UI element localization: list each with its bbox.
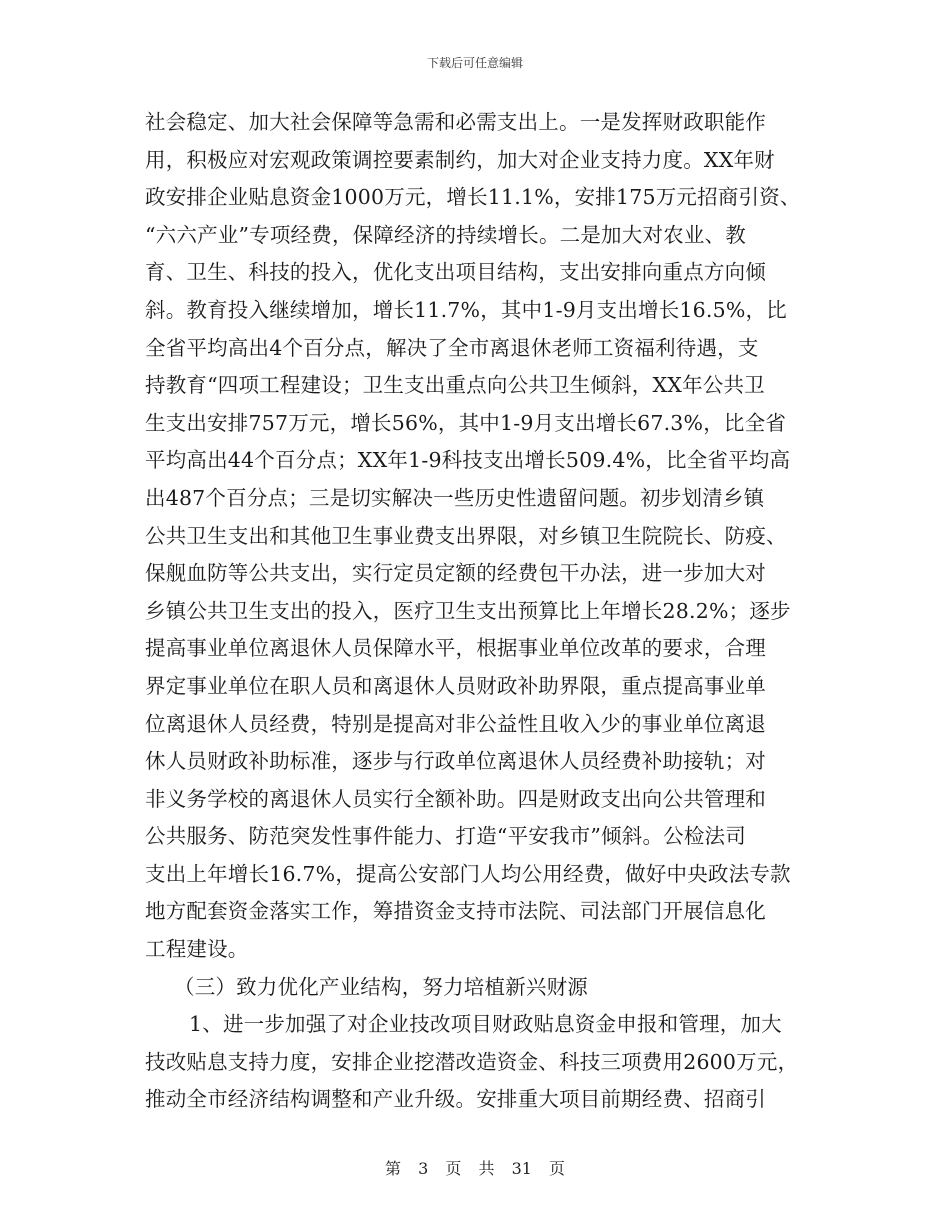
text-line: 政安排企业贴息资金1000万元，增长11.1%，安排175万元招商引资、 xyxy=(145,185,801,210)
text-line: 位离退休人员经费，特别是提高对非公益性且收入少的事业单位离退 xyxy=(145,711,766,736)
text-line: 支出上年增长16.7%，提高公安部门人均公用经费，做好中央政法专款 xyxy=(145,861,791,886)
text-line: 用，积极应对宏观政策调控要素制约，加大对企业支持力度。XX年财 xyxy=(145,147,775,172)
text-line: 育、卫生、科技的投入，优化支出项目结构，支出安排向重点方向倾 xyxy=(145,260,766,285)
text-line: 公共服务、防范突发性事件能力、打造“平安我市”倾斜。公检法司 xyxy=(145,824,746,849)
text-line: 斜。教育投入继续增加，增长11.7%，其中1-9月支出增长16.5%，比 xyxy=(145,297,787,322)
section-heading: （三）致力优化产业结构，努力培植新兴财源 xyxy=(174,974,588,999)
text-line: 提高事业单位离退休人员保障水平，根据事业单位改革的要求，合理 xyxy=(145,636,766,661)
text-line: 地方配套资金落实工作，筹措资金支持市法院、司法部门开展信息化 xyxy=(145,899,766,924)
text-line: 非义务学校的离退休人员实行全额补助。四是财政支出向公共管理和 xyxy=(145,786,766,811)
page-footer xyxy=(0,1156,950,1179)
text-line: 乡镇公共卫生支出的投入，医疗卫生支出预算比上年增长28.2%；逐步 xyxy=(145,598,791,623)
text-line: 保舰血防等公共支出，实行定员定额的经费包干办法，进一步加大对 xyxy=(145,561,766,586)
total-page-count: 31 xyxy=(511,1159,532,1178)
page-header: 下载后可任意编辑 xyxy=(426,56,523,70)
body-text xyxy=(145,104,810,1119)
text-line: 社会稳定、加大社会保障等急需和必需支出上。一是发挥财政职能作 xyxy=(145,110,766,134)
current-page-number: 3 xyxy=(418,1159,429,1178)
text-line: 出487个百分点；三是切实解决一些历史性遗留问题。初步划清乡镇 xyxy=(145,485,765,510)
text-line: 生支出安排757万元，增长56%，其中1-9月支出增长67.3%，比全省 xyxy=(145,410,787,435)
text-line: 全省平均高出4个百分点，解决了全市离退休老师工资福利待遇，支 xyxy=(145,335,759,360)
text-line: 工程建设。 xyxy=(145,937,249,962)
footer-suffix: 页 xyxy=(549,1159,566,1178)
text-line: 1、进一步加强了对企业技改项目财政贴息资金申报和管理，加大 xyxy=(189,1012,782,1037)
footer-page-word: 页 xyxy=(445,1159,462,1178)
text-line: 休人员财政补助标准，逐步与行政单位离退休人员经费补助接轨；对 xyxy=(145,749,766,774)
footer-total-word: 共 xyxy=(478,1159,495,1178)
text-line: 平均高出44个百分点；XX年1-9科技支出增长509.4%，比全省平均高 xyxy=(145,448,791,473)
text-line: 持教育“四项工程建设；卫生支出重点向公共卫生倾斜，XX年公共卫 xyxy=(145,373,765,398)
text-line: 推动全市经济结构调整和产业升级。安排重大项目前期经费、招商引 xyxy=(145,1087,766,1112)
text-line: 公共卫生支出和其他卫生事业费支出界限，对乡镇卫生院院长、防疫、 xyxy=(145,523,787,548)
text-line: “六六产业”专项经费，保障经济的持续增长。二是加大对农业、教 xyxy=(145,222,746,247)
text-line: 界定事业单位在职人员和离退休人员财政补助界限，重点提高事业单 xyxy=(145,673,766,698)
footer-prefix: 第 xyxy=(384,1159,401,1178)
text-line: 技改贴息支持力度，安排企业挖潜改造资金、科技三项费用2600万元， xyxy=(145,1049,799,1074)
